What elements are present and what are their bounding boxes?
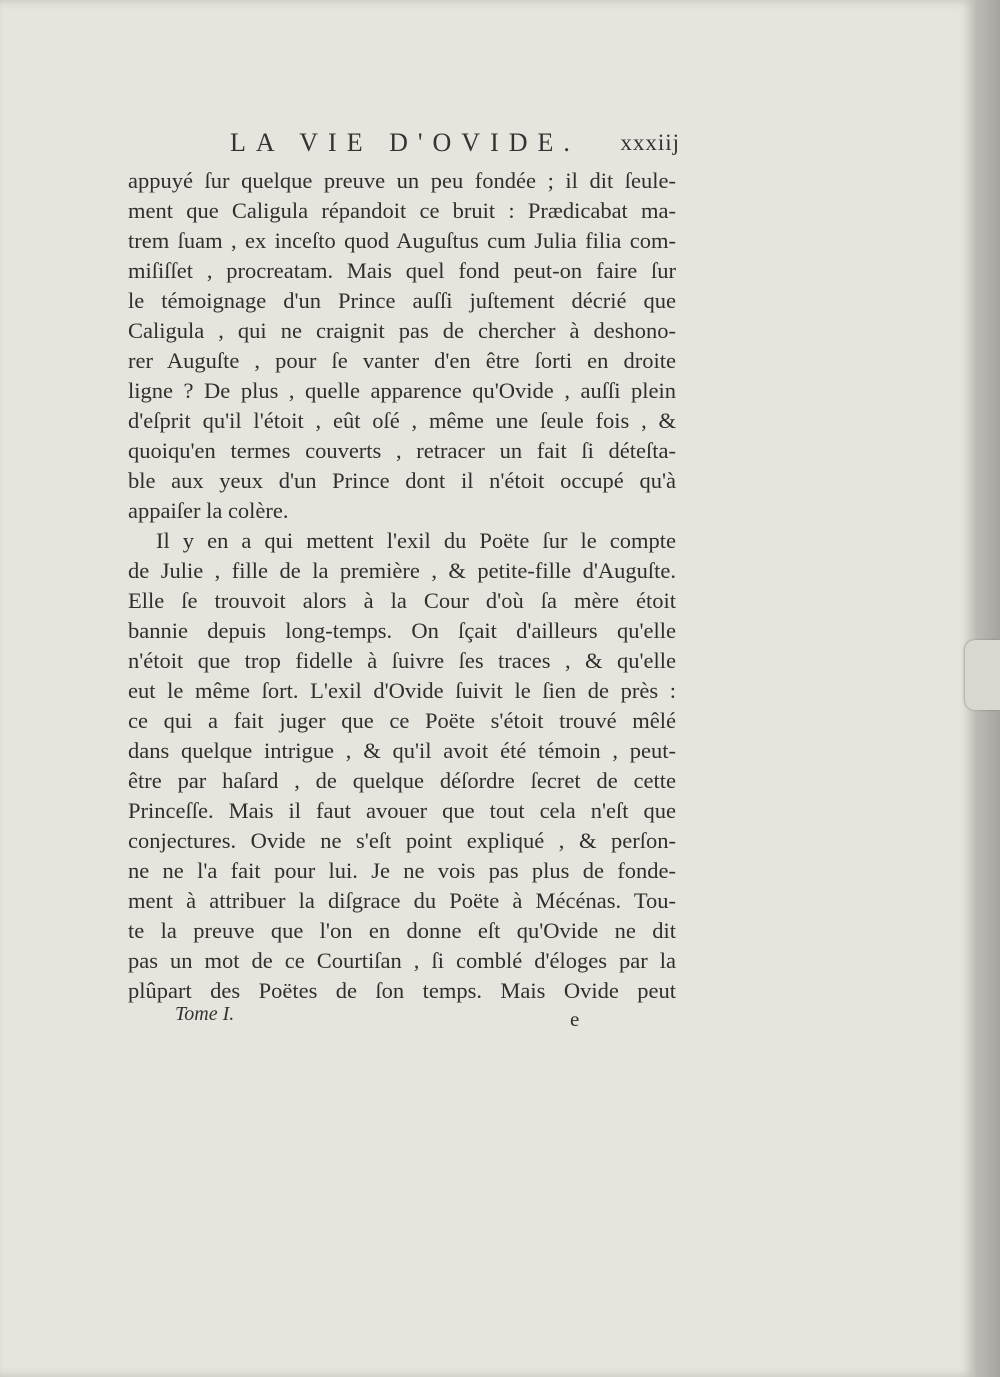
text-line: Princeſſe. Mais il faut avouer que tout cela n'eſt que [128,798,676,823]
text-line: eut le même ſort. L'exil d'Ovide ſuivit le ſien de près : [128,678,676,703]
text-line: pas un mot de ce Courtiſan , ſi comblé d'éloges par la [128,948,676,973]
text-line: appaiſer la colère. [128,498,289,523]
body-text [128,166,676,1006]
text-line: n'étoit que trop fidelle à ſuivre ſes traces , & qu'elle [128,648,676,673]
text-line: te la preuve que l'on en donne eſt qu'Ovide ne dit [128,918,676,943]
text-line: Caligula , qui ne craignit pas de chercher à deshono- [128,318,676,343]
running-title: LA VIE D'OVIDE. [230,128,580,157]
text-line: rer Auguſte , pour ſe vanter d'en être ſorti en droite [128,348,676,373]
text-line: bannie depuis long-temps. On ſçait d'ailleurs qu'elle [128,618,676,643]
text-line: Elle ſe trouvoit alors à la Cour d'où ſa mère étoit [128,588,676,613]
text-line: appuyé ſur quelque preuve un peu fondée ; il dit ſeule- [128,168,676,193]
text-line: conjectures. Ovide ne s'eſt point expliqué , & perſon- [128,828,676,853]
text-line: ne ne l'a fait pour lui. Je ne vois pas plus de fonde- [128,858,676,883]
signature-mark: e [570,1007,580,1031]
page-tab [965,640,1000,710]
text-line: plûpart des Poëtes de ſon temps. Mais Ovide peut [128,978,676,1003]
text-line: d'eſprit qu'il l'étoit , eût oſé , même une ſeule fois , & [128,408,676,433]
text-line: ment à attribuer la diſgrace du Poëte à Mécénas. Tou- [128,888,676,913]
page-number: xxxiij [620,130,680,155]
text-line: dans quelque intrigue , & qu'il avoit été témoin , peut- [128,738,676,763]
running-head [130,128,680,164]
text-line: trem ſuam , ex inceſto quod Auguſtus cum Julia filia com- [128,228,676,253]
text-line: être par haſard , de quelque déſordre ſecret de cette [128,768,676,793]
text-line: miſiſſet , procreatam. Mais quel fond peut-on faire ſur [128,258,676,283]
page-footer [130,1003,680,1033]
text-line: de Julie , fille de la première , & petite-fille d'Auguſte. [128,558,676,583]
volume-label: Tome I. [175,1003,235,1025]
text-line: ce qui a fait juger que ce Poëte s'étoit trouvé mêlé [128,708,676,733]
text-line: quoiqu'en termes couverts , retracer un fait ſi déteſta- [128,438,676,463]
text-line: ligne ? De plus , quelle apparence qu'Ovide , auſſi plein [128,378,676,403]
text-line: ble aux yeux d'un Prince dont il n'étoit occupé qu'à [128,468,676,493]
text-line: ment que Caligula répandoit ce bruit : Prædicabat ma- [128,198,676,223]
text-line: le témoignage d'un Prince auſſi juſtement décrié que [128,288,676,313]
paragraph-start-line: Il y en a qui mettent l'exil du Poëte ſur le compte [156,528,676,553]
